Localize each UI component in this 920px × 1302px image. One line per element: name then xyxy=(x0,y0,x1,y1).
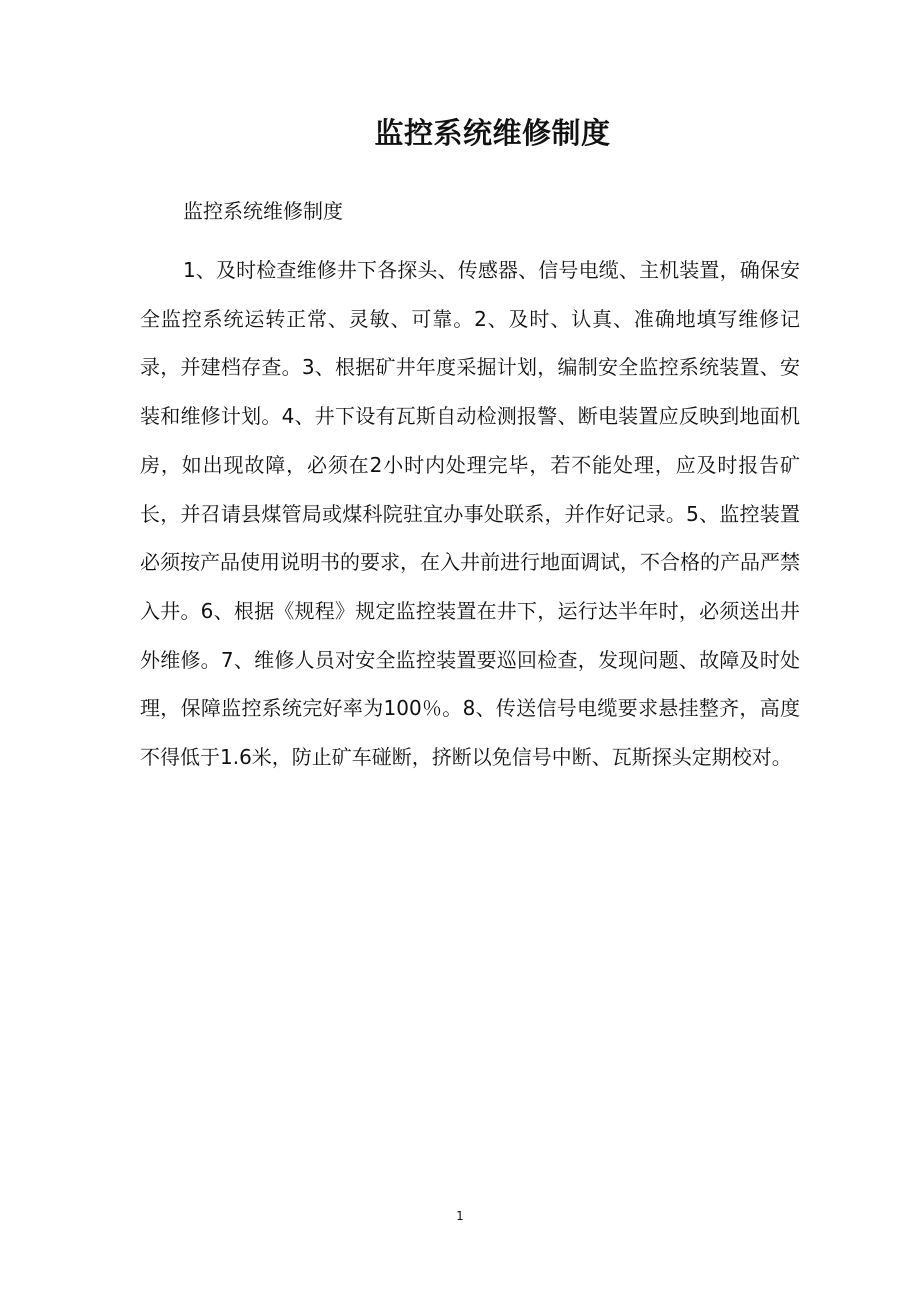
document-subtitle: 监控系统维修制度 xyxy=(183,199,343,223)
document-body-paragraph: 1、及时检查维修井下各探头、传感器、信号电缆、主机装置，确保安全监控系统运转正常、灵敏、可靠。2、及时、认真、准确地填写维修记录，并建档存查。3、根据矿井年度采掘计划，编制安全监控系统装置、安装和维修计划。4、井下设有瓦斯自动检测报警、断电装置应反映到地面机房，如出现故障，必须在2小时内处理完毕，若不能处理，应及时报告矿长，并召请县煤管局或煤科院驻宜办事处联系，并作好记录。5、监控装置必须按产品使用说明书的要求，在入井前进行地面调试，不合格的产品严禁入井。6、根据《规程》规定监控装置在井下，运行达半年时，必须送出井外维修。7、维修人员对安全监控装置要巡回检查，发现问题、故障及时处理，保障监控系统完好率为100％。8、传送信号电缆要求悬挂整齐，高度不得低于1.6米，防止矿车碰断，挤断以免信号中断、瓦斯探头定期校对。 xyxy=(140,258,800,770)
document-title: 监控系统维修制度 xyxy=(374,116,611,150)
page-number: 1 xyxy=(456,1209,464,1223)
